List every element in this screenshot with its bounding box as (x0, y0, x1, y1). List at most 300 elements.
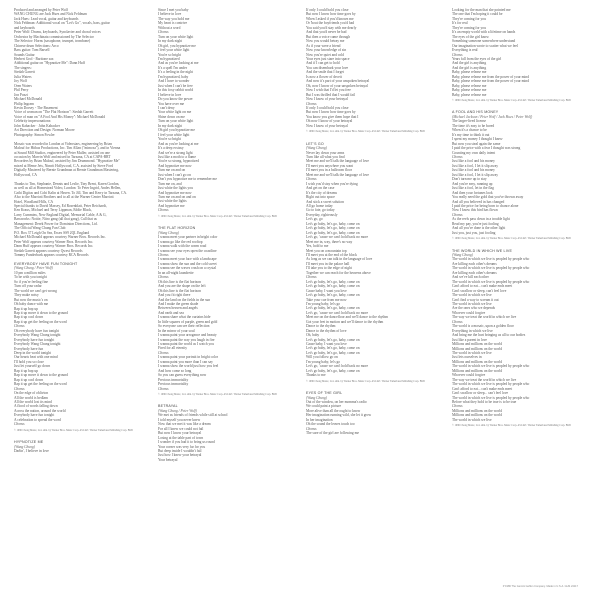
lyric-line: Everything in which we live (452, 328, 493, 333)
lyric-line: And now it's part of your unspoken betrayal (306, 79, 370, 84)
lyric-line: Let's go baby, let's go, baby, come on (306, 226, 360, 231)
lyric-line: Everybody Wang Chung tonight (14, 342, 61, 347)
lyric-line: Michael McDonald (14, 97, 43, 102)
copyright-notice: © 1986 Chong Music, Ltd. adm. by Warner Bros. Music Corp. ASCAP / Warner Tamerlane Publishing Corp. BMI (158, 214, 277, 218)
lyric-line: Just like a fool, let in the flag (452, 186, 494, 191)
lyric-line: mixed at Meme Jets, Nimrit Hollywood, C.A. assisted by Steve Ford (14, 163, 114, 168)
lyric-line: Can't afford to eat... can't make ends meet (452, 284, 513, 289)
lyric-line: The world in which we live is peopled by people who (452, 382, 530, 387)
song-block (158, 404, 258, 462)
chorus-marker: Chorus (158, 252, 169, 257)
lyric-line: And how come so long (158, 368, 192, 373)
lyric-line: I wanna paint the world as I watch you (158, 342, 214, 347)
lyric-line: Phil Perry (14, 88, 29, 93)
lyric-line: I'll take you to the edge of night (306, 266, 352, 271)
lyric-line: Turn off your radar (14, 284, 42, 289)
lyric-line: If only I could hold you close (306, 8, 349, 12)
lyric-line: The sure of the girl are following me (306, 431, 359, 436)
lyric-line: The world in which we live is peopled by people who (452, 279, 530, 284)
lyric-line: Millions and millions on the world (452, 368, 503, 373)
lyric-line: Or 'bout the boyfriends you'd had (306, 21, 355, 26)
lyric-line: Now I know this bird has flown (452, 208, 498, 213)
lyric-line: And earth and sea (158, 310, 184, 315)
copyright-notice: © 1986 Chong Music, Ltd. adm. by Warner Bros. Music Corp. ASCAP / Warner Tamerlane Publishing Corp. BMI (158, 393, 277, 397)
song-block (306, 141, 425, 383)
lyric-line: Rap it up cool down (14, 315, 44, 320)
lyric-line: And if I can get to hold (306, 61, 340, 66)
lyric-line: Everyday, righteously (306, 212, 338, 217)
lyric-line: Additional guitar on "Hypnotize Me": Dann Huff (14, 61, 85, 66)
lyric-line: You're so strong, hypnotized (158, 159, 200, 164)
lyric-line: Jon Pozzi (14, 92, 28, 97)
chorus-marker: Chorus (452, 404, 463, 409)
lyric-line: Looking for the man that she pointed me (452, 8, 511, 12)
lyric-line: Go to fate, go today (306, 208, 335, 213)
lyric-line: Julia Waters (14, 74, 32, 79)
lyric-line: Hotel, Woodland Hills, CA (14, 199, 54, 204)
chorus-marker: Chorus (158, 275, 169, 280)
lyric-line: Art Direction and Design: Norman Moore (14, 128, 75, 133)
lyric-line: All the world lost its mind (14, 400, 52, 405)
copyright-notice: © 1986 Chong Music, Ltd. adm. by Warner Bros. Music Corp. ASCAP / Warner Tamerlane Publishing Corp. BMI (14, 428, 133, 432)
lyric-line: Baby, please release me (452, 92, 487, 97)
lyric-line: And that you'd never be bad (306, 30, 347, 35)
lyric-line: The world is a mosaic, upon a golden floor (452, 324, 514, 329)
lyric-line: Rap it up get the feeling on the word (14, 319, 67, 324)
lyric-line: Oh girl you hypnotize me (158, 128, 195, 133)
lyric-line: Across the nation, around the world (14, 408, 66, 413)
lyric-line: Let's go baby, let's go, baby, come on (306, 293, 360, 298)
lyric-line: In her imagination (306, 417, 333, 422)
lyric-line: Peter Wolf: Drums, keyboards, Synclavier and choral voices (14, 30, 101, 35)
lyric-line: I wanna walk with the warm road (158, 244, 207, 249)
chorus-marker: Chorus (14, 324, 25, 329)
lyric-line: And the smile that I forget (306, 70, 344, 75)
lyric-line: Now I wish that I'd let you free (306, 88, 351, 93)
lyric-line: But now I know your betrayal (158, 431, 202, 436)
lyric-line: Also to the Marriott Brothers and to all at the Warner Center Marriott (14, 195, 114, 200)
lyric-line: Thanks to Tim, Stephanie, Dennis and Leslie, Tiny Brent, Karen Gordon, (14, 181, 120, 186)
lyric-line: Are the ones who we depends (452, 306, 496, 311)
lyric-line: The world in which we live is peopled by people who (452, 364, 530, 369)
lyric-line: Digitally Mastered by Bernie Grundman at Bernie Grundman Mastering, (14, 168, 119, 173)
lyric-line: Everybody Wang Chung tonight (14, 333, 61, 338)
lyric-line: The world in which we live is peopled by people who (452, 395, 530, 400)
lyric-line: Let's go baby, let's go, baby, come on (306, 221, 360, 226)
lyric-line: Just white the lights (158, 199, 187, 204)
lyric-line: 10 pm a million miles (14, 270, 46, 275)
lyric-line: Herbert Grol - Baritone sax (14, 56, 54, 61)
lyric-line: And I have to wonder (158, 79, 190, 84)
lyric-line: Just lets ourselves in (452, 355, 482, 360)
lyric-line: I feel your white light (158, 132, 190, 137)
lyric-line: I wanna show the world just how you feel (158, 364, 219, 369)
lyric-line: I'll hold you so close (14, 359, 44, 364)
lyric-line: Peter Wolf appears courtesy Warner Bros. Records Inc. (14, 239, 94, 244)
lyric-line: Rap it up bop up (14, 368, 38, 373)
lyric-line: Fired for all eternity (158, 346, 188, 351)
lyric-line: Now you would betray me (306, 39, 345, 44)
lyric-line: Before what they hold to be true is to be true (452, 399, 517, 404)
song-credit: (Wang Chung) (306, 146, 327, 151)
lyric-line: Meet you on a mountain top (306, 248, 347, 253)
lyric-line: The world in which we live is peopled by people who (452, 257, 530, 262)
lyric-line: Millions and millions on the world (452, 346, 503, 351)
lyric-line: Let's go baby, let's go, baby, come on (306, 284, 360, 289)
lyric-line: Turn me on and on (158, 168, 186, 173)
lyric-line: Chinese drum Selections: Arco (14, 43, 59, 48)
lyric-line: The world in which we live is peopled by people who (452, 266, 530, 271)
lyric-line: In little squares of purple, green and gold (158, 319, 218, 324)
lyric-line: In the mirror of your soul (158, 328, 195, 333)
lyric-line: Our imagination wrote to scatter what we feel (452, 43, 518, 48)
lyric-line: Meet me on the dancefloor and we'll dance to the rhythm (306, 315, 389, 320)
lyric-line: They're coming for you (452, 16, 486, 21)
lyric-line: I'm hypnotized, baby (158, 74, 189, 79)
footer-credit: P 1986 The Gemini Geffen Company. Made in U.S.A. GHS 24117 (502, 585, 578, 588)
lyric-line: Just like a fool and his money (452, 159, 495, 164)
lyrics-column-3 (306, 8, 425, 440)
lyric-line: The world in which we live (452, 417, 492, 422)
lyric-line: The way you hold me (158, 16, 190, 21)
lyric-line: Losing at the table part of town (158, 435, 204, 440)
lyric-line: The world in which we live (452, 293, 492, 298)
lyric-line: Joy Wolf (14, 79, 27, 84)
lyric-line: I told myself you never knew (158, 417, 201, 422)
lyric-line: And the girl is anything (452, 65, 487, 70)
chorus-marker: Chorus (306, 177, 317, 182)
lyric-line: I wanna share what the curtains hide (158, 315, 211, 320)
lyric-line: I wanna paint you more than I can say (158, 359, 213, 364)
copyright-notice: © 1986 Chong Music, Ltd. adm. by Warner Bros. Music Corp. ASCAP / Warner Tamerlane Publishing Corp. BMI (452, 237, 571, 241)
lyric-line: Her imagination running wild, she let it grow (306, 413, 372, 418)
lyric-line: Just like a parent in love (452, 337, 488, 342)
lyric-line: Dann Huff appears courtesy Warner Bros. Records Inc. (14, 244, 94, 249)
lyric-line: Are killing each other's dreams (452, 270, 497, 275)
lyric-line: Together we can reach for the heavens above (306, 270, 371, 275)
lyric-line: Baby, please release me from the power of your mind (452, 79, 530, 84)
lyric-line: When I asked if you'd known me (306, 16, 354, 21)
song-credit: (Michael Jackson / Peter Wolf / Jack Hues / Peter Wolf) (452, 114, 533, 119)
lyric-line: Do you know the power (158, 97, 193, 102)
chorus-marker: Chorus (158, 208, 169, 213)
lyric-line: Meet me and we'll talk the language of love (306, 172, 369, 177)
lyric-line: and keyboards (14, 25, 35, 30)
lyric-line: Just like a fool, I let it slip away (452, 163, 499, 168)
lyric-line: In my dark night (158, 39, 183, 44)
lyric-line: Years fall from the eyes of the girl (452, 56, 502, 61)
lyric-line: Voice of woman on "The Flat Horizon": Siedah Garrett (14, 110, 94, 115)
lyric-line: Rap it up move it down to the ground (14, 373, 68, 378)
lyric-line: We could paint a picture (306, 404, 342, 409)
chorus-marker: Chorus (158, 350, 169, 355)
lyric-line: I wanna paint your arrogance and beauty (158, 333, 217, 338)
song-block (158, 226, 277, 397)
lyric-line: Sounds Guitar (14, 52, 35, 57)
lyric-line: I wonder if you had it to bring us round (158, 440, 215, 445)
lyric-line: You're so bright (158, 137, 181, 142)
lyric-line: All go home today (306, 203, 333, 208)
lyric-line: Let's go baby, let's go, baby, come on (306, 337, 360, 342)
lyric-line: I'm young baby, let's go (306, 301, 341, 306)
lyric-line: Now that we met it was like a dream (158, 422, 211, 427)
lyric-line: as well as all at Homestead Video, London: To Peter Ingrid, Andes Hellen, (14, 186, 122, 191)
lyric-line: Mosaic was recorded in London at Videostars, engineering by Brian (14, 141, 112, 146)
lyric-line: Photography: Simon Fowler (14, 132, 55, 137)
lyric-line: The singers: (14, 65, 32, 70)
lyric-line: Never lay down your arms (306, 150, 345, 155)
lyric-line: Don't turn me up to stay (452, 177, 487, 182)
lyric-line: I spent my money I thought I knew (452, 137, 503, 142)
lyric-line: Oh, baby (306, 333, 320, 338)
lyric-line: I feel your white light (158, 48, 190, 53)
song-credit: (Wang Chung) (306, 395, 327, 400)
lyric-line: It's an empty world with a lifetime on hands (452, 30, 516, 35)
lyric-line: I'll meet you in the palace hall (306, 261, 350, 266)
lyric-line: And I make the green shade (158, 301, 199, 306)
lyric-line: Your corner was very far for you (158, 444, 206, 449)
credits-block (14, 181, 127, 258)
lyric-line: Baby, please release me (452, 88, 487, 93)
lyric-line: Everybody have fun tonight (14, 337, 55, 342)
lyric-line: Let's go, 'cause we can't hold back no more (306, 235, 369, 240)
lyric-line: And as you're looking at me (158, 141, 199, 146)
lyric-line: And get on the case (306, 186, 335, 191)
credits-block (14, 141, 121, 178)
credits-block (306, 8, 425, 134)
song-title: THE FLAT HORIZON (158, 226, 196, 231)
lyric-line: Tommy Funderburk appears courtesy RCA Records (14, 253, 89, 258)
lyric-line: Orchestra by Machinata commissioned by The Selector (14, 34, 94, 39)
lyric-line: Oh everybody have fun tonight (14, 328, 59, 333)
lyric-line: My heart is contrive (158, 21, 188, 26)
lyric-line: And hypnotize me now (158, 163, 192, 168)
song-title: A FOOL AND HIS MONEY (452, 110, 499, 115)
lyric-line: And stick a sweet solution (306, 199, 344, 204)
lyric-line: So if you're feeling fine (14, 279, 48, 284)
lyric-line: Nick Feldman: Additional vocal on "Let's Go", vocals, bass, guitar (14, 21, 110, 26)
song-block (452, 248, 571, 428)
lyric-line: Just when I can't go on (158, 172, 191, 177)
lyric-line: Turn me on and on and on (158, 195, 196, 200)
lyric-line: In this foxy rabbit world (158, 88, 194, 93)
lyric-line: Your betrayal (158, 457, 178, 462)
lyrics-column-2 (158, 8, 277, 467)
credits-block (158, 8, 277, 218)
lyric-line: So everyone can see their reflection (158, 324, 210, 329)
lyric-line: Bass guitar: Tom Barsell (14, 48, 50, 53)
lyric-line: Precious immortality (158, 382, 189, 387)
copyright-notice: © 1986 Chong Music, Ltd. adm. by Warner Bros. Music Corp. ASCAP / Warner Tamerlane Publishing Corp. BMI (306, 130, 425, 134)
lyric-line: The world we can't get wrong (14, 288, 57, 293)
lyric-line: And hypnotize me now (158, 190, 192, 195)
lyric-line: Rap it up move it down to the ground (14, 310, 68, 315)
lyric-line: I wanna show the sun and the cold sweet (158, 261, 217, 266)
lyric-line: Don't you hypnotize me to remember me (158, 177, 217, 182)
lyric-line: They make noisy (14, 293, 39, 298)
lyric-line: Let's go baby, let's go, baby, come on (306, 279, 360, 284)
song-title: HYPNOTIZE ME (14, 440, 44, 445)
chorus-marker: Chorus (306, 426, 317, 431)
lyric-line: Just you, just you, just fooling (452, 230, 496, 235)
copyright-notice: © 1986 Chong Music, Ltd. adm. by Warner Bros. Music Corp. ASCAP / Warner Tamerlane Publishing Corp. BMI (452, 424, 571, 428)
lyric-line: Meet me in, way, there's no way (306, 239, 353, 244)
lyric-line: Out of the window, on her momma's radio (306, 399, 367, 404)
lyric-line: And all you've done is the other light (452, 226, 506, 231)
lyric-line: Oh baby dance with me (14, 302, 49, 307)
lyric-line: Hollywood, CA (14, 172, 37, 177)
lyric-line: Our hearts beat with one mind (14, 355, 58, 360)
lyric-line: Cause baby, I want you love (306, 288, 347, 293)
chorus-marker: Chorus (306, 101, 317, 106)
lyric-line: Will you follow go on (306, 355, 338, 360)
lyric-line: Read my pay, you're just fooling (452, 221, 499, 226)
lyric-line: I believe in love (158, 92, 182, 97)
credits-block (452, 8, 571, 103)
lyric-line: It's a feeling in the night (158, 70, 193, 75)
lyric-line: Recorders by Brian Malouf, assisted by Jim Drummond. "Hypnotize Me" (14, 159, 120, 164)
lyric-line: Just how I knew your betrayal (158, 453, 202, 458)
song-credit: (Wang Chung) (158, 230, 179, 235)
lyric-line: Everybody have fun tonight (14, 413, 55, 418)
lyric-line: I paid the price with a fear I thought was strong (452, 146, 521, 151)
lyric-line: Everything is real (452, 48, 478, 53)
lyric-line: And you are the shape on the left (158, 284, 206, 289)
lyric-line: Without a word (158, 25, 181, 30)
lyric-line: The way we treat the world in which we live (452, 315, 517, 320)
lyric-line: Michael McDonald appears courtesy Warner Bros. Records Inc. (14, 235, 106, 240)
lyric-line: But I was thrilled that I would fail (306, 92, 356, 97)
lyric-line: Millions and millions on the world (452, 359, 503, 364)
lyric-line: And you're easy, running up (452, 181, 493, 186)
lyric-line: They're coming for you (452, 25, 486, 30)
lyric-line: Just like a fool and his money (452, 168, 495, 173)
lyric-line: And we're a strong light (158, 150, 193, 155)
lyric-line: And hypnotize me (158, 203, 185, 208)
lyric-line: I wanna paint your portrait in bright color (158, 355, 218, 360)
lyric-line: The way we treat the world in which we live (452, 377, 517, 382)
lyric-line: The eyes of the girl know (452, 34, 489, 39)
lyric-line: It's the city of dreams (306, 190, 337, 195)
lyric-line: Management: Derek Power for Dominion Directions, Ltd. (14, 221, 98, 226)
lyric-line: Oren Waters (14, 83, 32, 88)
lyric-line: A flood of words falling down (14, 404, 58, 409)
lyric-line: It's a deep ecstasy (158, 146, 184, 151)
lyric-line: Just like a fool, I let it slip away (452, 172, 499, 177)
lyric-line: Turn on your white light (158, 119, 194, 124)
chorus-marker: Chorus (158, 386, 169, 391)
lyric-line: All the world is bedlam (14, 395, 48, 400)
lyric-line: Ken Kraus, Michael and Terry Lippman, Eddie Black, (14, 208, 92, 213)
lyric-line: Turn me on, and (158, 181, 182, 186)
chorus-marker: Chorus (452, 155, 463, 159)
lyric-line: I'll meet you in a ballroom floor (306, 168, 352, 173)
lyric-line: But now you steal again the same (452, 141, 501, 146)
lyric-line: Turn like all what you find (306, 155, 345, 159)
lyric-line: I wanna go like the red rooftop (158, 239, 203, 244)
lyric-line: I'll meet you anywhere you want (306, 163, 354, 168)
lyric-line: Special thanks to David Massey, Ed Rosenblatt, Peter Reichardt, (14, 204, 107, 209)
lyric-line: The larger-lived license (452, 119, 486, 124)
lyric-line: at Sound Mill Studios, engineered by Peter Muller, assisted on one (14, 150, 110, 155)
credits-block (14, 8, 114, 137)
lyric-line: Oh girl, you hypnotize me (158, 43, 196, 48)
lyric-line: WANG CHUNG are Jack Hues and Nick Feldman (14, 12, 87, 17)
lyric-line: Bassworks: Nottie, Nitro gang (all that gang), Call that us (14, 217, 97, 222)
lyric-line: I wanna meet your partner in bright color (158, 235, 218, 240)
lyric-line: Oh this line is the flat horizon (158, 288, 201, 293)
lyric-line: But now I know how time goes by (306, 12, 356, 17)
lyric-line: You really need the gold that you've thrown away (452, 195, 524, 200)
lyric-line: Larry Cummins, New England Digital, Memorial Cable, A & G, (14, 212, 107, 217)
copyright-notice: © 1986 Chong Music, Ltd. adm. by Warner Bros. Music Corp. ASCAP / Warner Tamerlane Publishing Corp. BMI (306, 379, 425, 383)
lyric-line: Whoever could forgive (452, 310, 486, 315)
lyric-line: Jack Hues: Lead vocal, guitar and keyboards (14, 16, 79, 21)
song-credit: (Wang Chung) (452, 253, 473, 258)
lyric-line: I can't deny (158, 105, 175, 110)
song-block (452, 110, 571, 241)
chorus-marker: Chorus (14, 422, 25, 427)
lyric-line: Meet me and we'll talk the language of love (306, 159, 369, 164)
lyric-line: For all I knew we could not fail (158, 426, 204, 431)
lyric-line: Let's go baby, let's go, baby, come on (306, 306, 360, 311)
lyric-line: And the girl is anything (452, 61, 487, 66)
lyric-line: And we've kill each other (452, 275, 489, 280)
lyric-line: It's my time to think it out (452, 132, 490, 137)
lyric-line: Darlin', I believe in love (14, 449, 49, 454)
lyric-line: Celebrity impersonations: (14, 119, 52, 124)
lyric-line: Can't find a way to scream it out (452, 297, 499, 302)
lyric-line: And then your fortunes look (452, 190, 493, 195)
lyric-line: But now I know how time goes by (306, 110, 356, 115)
lyric-line: I'll meet you at the end of the block (306, 252, 357, 257)
lyric-line: On the edge of oblivion (14, 391, 49, 396)
song-title: THE WORLD IN WHICH WE LIVE (452, 248, 513, 253)
lyric-line: Just like a moth to a flame (158, 154, 196, 159)
lyric-line: I paid the price for being born to chance alone (452, 203, 519, 208)
song-title: BETRAYAL (158, 404, 178, 409)
lyric-line: I wanna see your eyes open the coastline (158, 248, 217, 253)
lyric-line: Just when I can't be free (158, 83, 193, 88)
song-block (306, 391, 406, 436)
lyric-line: Dance to the rhythm of love (306, 328, 347, 333)
lyric-line: You can disembark your love (306, 65, 349, 70)
lyric-line: Just white the lights you (158, 186, 193, 191)
lyric-line: I wanna paint the way you laugh in fire (158, 337, 215, 342)
lyric-line: You know you give them hope that I (306, 114, 359, 119)
lyric-line: Take your cue from me now (306, 297, 347, 302)
lyric-line: Let's go, 'cause we can't hold back no more (306, 364, 369, 369)
lyric-line: The one that I'm hoping it could be (452, 12, 503, 17)
lyric-line: Everybody have fun (14, 346, 44, 351)
lyric-line: As the reels pass down in a trouble light (452, 217, 510, 222)
lyric-line: You said you'd stay with me dearly (306, 25, 357, 30)
lyric-line: But deep inside I wouldn't fail (158, 448, 202, 453)
lyric-line: Your eyes just stare into space (306, 56, 350, 61)
lyric-line: Let's go baby, let's go, baby, come on (306, 350, 360, 355)
lyric-line: Precious immortality (158, 377, 189, 382)
lyric-line: Let's go, 'cause we can't hold back no more (306, 310, 369, 315)
lyric-line: Now your knowledge of sin (306, 48, 347, 53)
lyrics-column-1 (14, 8, 133, 458)
lyric-line: John Kabacker · John Kabacker (14, 123, 60, 128)
lyric-line: But now the music's on (14, 297, 48, 302)
lyric-line: But then a voice came through (306, 34, 351, 39)
lyric-line: Can't swallow or sleep, can't feel love (452, 288, 507, 293)
lyric-line: Whoever could forgive (452, 373, 486, 378)
song-title: EYES OF THE GIRL (306, 391, 343, 396)
lyric-line: The Selector: Horns (saxophone, trumpet, trombone) (14, 39, 91, 44)
